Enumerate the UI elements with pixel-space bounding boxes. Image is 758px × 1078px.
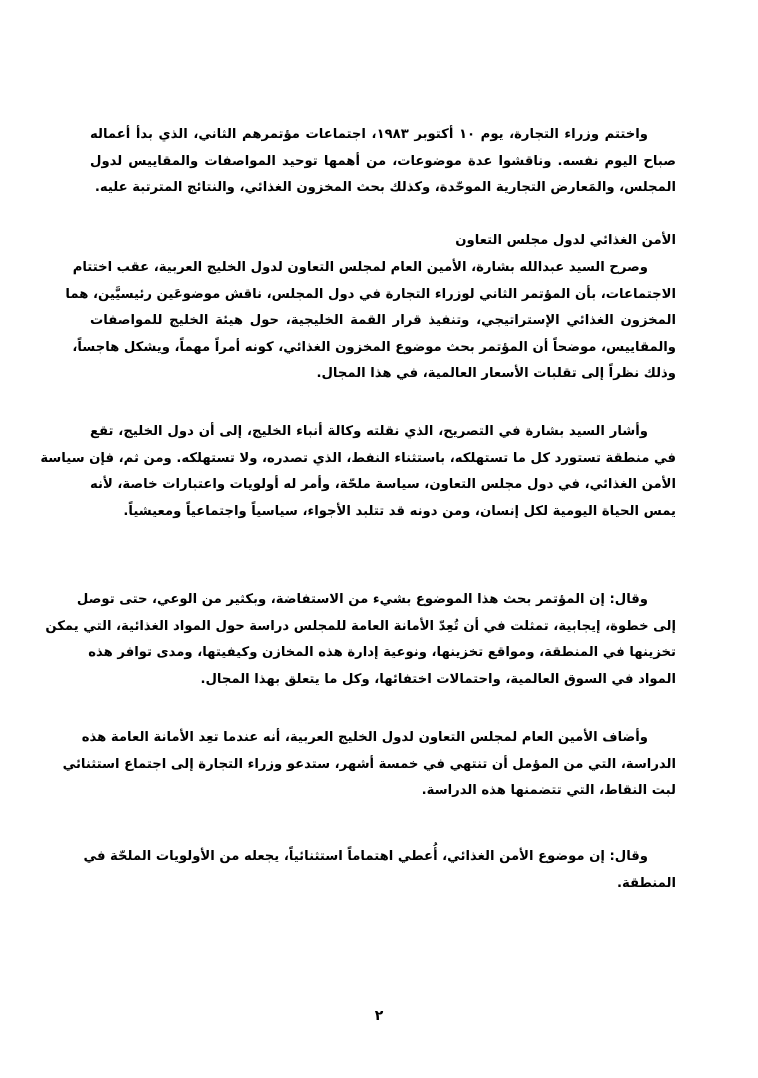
text-line: وأضاف الأمين العام لمجلس التعاون لدول الخليج العربية، أنه عندما تعِد الأمانة العامة هذه — [81, 730, 648, 745]
text-line: المجلس، والمَعارض التجارية الموحّدة، وكذلك بحث المخزون الغذائي، والنتائج المترتبة عليه. — [94, 180, 676, 196]
text-line: تخزينها في المنطقة، ومواقع تخزينها، ونوعية إدارة هذه المخازن وكيفيتها، ومدى توافر هذه — [88, 645, 676, 661]
page-number: ٢ — [374, 1008, 384, 1024]
paragraph-3 — [40, 419, 676, 525]
paragraph-1 — [90, 122, 676, 202]
text-line: وذلك نظراً إلى تقلبات الأسعار العالمية، في هذا المجال. — [316, 366, 676, 382]
text-line: لبت النقاط، التي تتضمنها هذه الدراسة. — [421, 783, 676, 799]
text-line: الأمن الغذائي، في دول مجلس التعاون، سياسة ملحّة، وأمر له أولويات واعتبارات خاصة، لأنه — [90, 477, 676, 493]
text-line: المنطقة. — [616, 875, 676, 891]
text-line: وأشار السيد بشارة في التصريح، الذي نقلته وكالة أنباء الخليج، إلى أن دول الخليج، تقع — [90, 424, 648, 439]
paragraph-2 — [65, 255, 676, 388]
text-line: إلى خطوة، إيجابية، تمثلت في أن تُعِدّ الأمانة العامة للمجلس دراسة حول المواد الغذائية، التي يمكن — [45, 618, 676, 634]
paragraph-4 — [45, 587, 676, 693]
section-heading: الأمن الغذائي لدول مجلس التعاون — [455, 233, 676, 248]
text-line: وقال: إن المؤتمر بحث هذا الموضوع بشيء من الاستفاضة، وبكثير من الوعي، حتى توصل — [76, 592, 648, 607]
text-line: يمس الحياة اليومية لكل إنسان، ومن دونه قد تتلبد الأجواء، سياسياً واجتماعياً ومعيشياً. — [123, 503, 676, 519]
text-line: واختتم وزراء التجارة، يوم ١٠ أكتوبر ١٩٨٣، اجتماعات مؤتمرهم الثاني، الذي بدأ أعماله — [90, 127, 648, 142]
paragraph-6 — [83, 844, 676, 897]
text-line: المخزون الغذائي الإستراتيجي، وتنفيذ قرار القمة الخليجية، حول هيئة الخليج للمواصفات — [90, 313, 676, 329]
text-line: والمقاييس، موضحاً أن المؤتمر بحث موضوع المخزون الغذائي، كونه أمراً مهماً، ويشكل هاجساً، — [72, 339, 676, 355]
text-line: في منطقة تستورد كل ما تستهلكه، باستثناء النفط، الذي تصدره، ولا تستهلكه. ومن ثم، فإن سياسة — [40, 450, 676, 466]
text-line: المواد في السوق العالمية، واحتمالات اختفائها، وكل ما يتعلق بهذا المجال. — [200, 671, 676, 687]
text-line: وصرح السيد عبدالله بشارة، الأمين العام لمجلس التعاون لدول الخليج العربية، عقب اختتام — [72, 260, 648, 275]
text-line: الدراسة، التي من المؤمل أن تنتهي في خمسة أشهر، ستدعو وزراء التجارة إلى اجتماع استثنائي — [62, 756, 676, 772]
paragraph-5 — [62, 725, 676, 805]
text-line: صباح اليوم نفسه. وناقشوا عدة موضوعات، من أهمها توحيد المواصفات والمقاييس لدول — [90, 153, 676, 169]
text-line: وقال: إن موضوع الأمن الغذائي، أُعطي اهتماماً استثنائياً، يجعله من الأولويات الملحّة في — [83, 849, 648, 864]
text-line: الاجتماعات، بأن المؤتمر الثاني لوزراء التجارة في دول المجلس، ناقش موضوعَين رئيسيَّين، هما — [65, 286, 676, 302]
